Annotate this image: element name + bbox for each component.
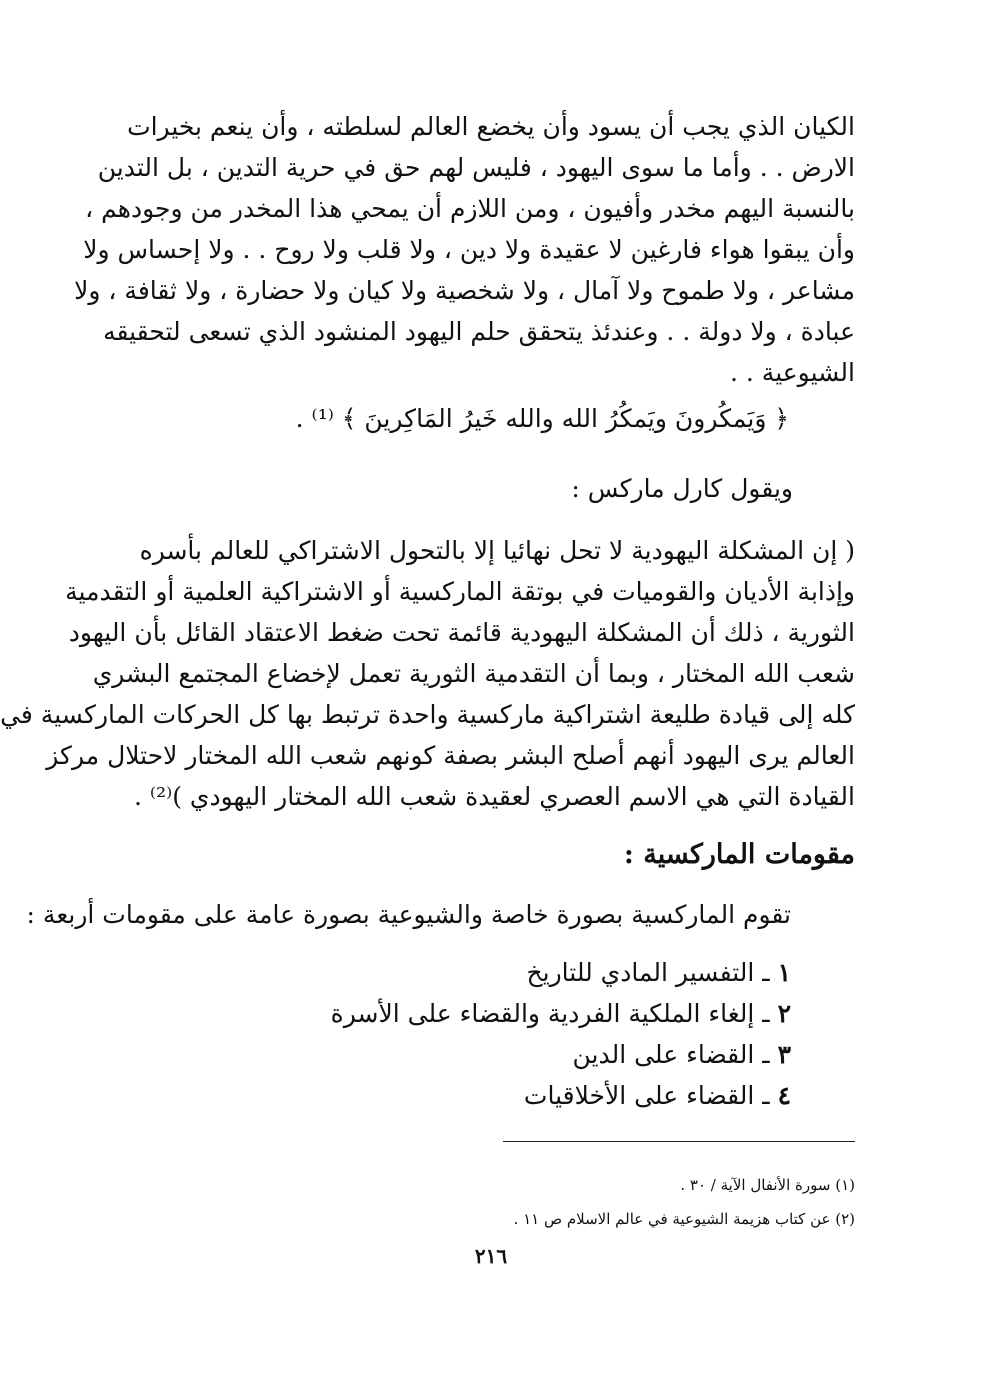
- text-line: كله إلى قيادة طليعة اشتراكية ماركسية واحدة ترتبط بها كل الحركات الماركسية في: [0, 700, 855, 729]
- footnote: (٢) عن كتاب هزيمة الشيوعية في عالم الاسلام ص ١١ .: [513, 1210, 855, 1228]
- marx-quote-intro: ويقول كارل ماركس :: [571, 474, 793, 503]
- quran-verse: ﴿ وَيَمكُرونَ ويَمكُرُ الله والله خَيرُ المَاكِرينَ ﴾ ⁽¹⁾ .: [295, 404, 789, 433]
- text-line: الثورية ، ذلك أن المشكلة اليهودية قائمة تحت ضغط الاعتقاد القائل بأن اليهود: [68, 618, 855, 647]
- text-line: الارض . . وأما ما سوى اليهود ، فليس لهم حق في حرية التدين ، بل التدين: [97, 153, 855, 182]
- text-line: القيادة التي هي الاسم العصري لعقيدة شعب الله المختار اليهودي )⁽²⁾ .: [134, 782, 855, 811]
- text-line: ( إن المشكلة اليهودية لا تحل نهائيا إلا بالتحول الاشتراكي للعالم بأسره: [139, 536, 855, 565]
- text-line: وإذابة الأديان والقوميات في بوتقة الماركسية أو الاشتراكية العلمية أو التقدمية: [65, 577, 855, 606]
- text-line: بالنسبة اليهم مخدر وأفيون ، ومن اللازم أن يمحي هذا المخدر من وجودهم ،: [85, 194, 855, 223]
- text-line: الشيوعية . .: [730, 358, 855, 387]
- item-number: ١: [777, 958, 791, 987]
- section-heading: مقومات الماركسية :: [623, 839, 855, 870]
- list-item: [331, 952, 791, 993]
- pillars-intro: تقوم الماركسية بصورة خاصة والشيوعية بصورة عامة على مقومات أربعة :: [26, 900, 791, 929]
- pillars-list: [331, 952, 791, 1116]
- page-number: ٢١٦: [474, 1244, 508, 1268]
- list-item: [331, 1075, 791, 1116]
- footnotes: [514, 1168, 855, 1236]
- item-text: ـ القضاء على الأخلاقيات: [523, 1081, 770, 1110]
- text-line: العالم يرى اليهود أنهم أصلح البشر بصفة كونهم شعب الله المختار لاحتلال مركز: [46, 741, 855, 770]
- list-item: [331, 993, 791, 1034]
- item-text: ـ التفسير المادي للتاريخ: [526, 958, 770, 987]
- text-line: مشاعر ، ولا طموح ولا آمال ، ولا شخصية ولا كيان ولا حضارة ، ولا ثقافة ، ولا: [74, 276, 855, 305]
- text-line: شعب الله المختار ، وبما أن التقدمية الثورية تعمل لإخضاع المجتمع البشري: [92, 659, 855, 688]
- footnote: (١) سورة الأنفال الآية / ٣٠ .: [680, 1176, 855, 1194]
- paragraph-jewish-doctrine: [74, 106, 855, 393]
- item-number: ٣: [777, 1040, 791, 1069]
- list-item: [331, 1034, 791, 1075]
- footnote-divider: [503, 1141, 855, 1142]
- text-line: الكيان الذي يجب أن يسود وأن يخضع العالم لسلطته ، وأن ينعم بخيرات: [127, 112, 855, 141]
- item-text: ـ إلغاء الملكية الفردية والقضاء على الأسرة: [330, 999, 770, 1028]
- item-number: ٢: [777, 999, 791, 1028]
- marx-quote-paragraph: [0, 530, 855, 817]
- item-text: ـ القضاء على الدين: [572, 1040, 770, 1069]
- item-number: ٤: [777, 1081, 791, 1110]
- text-line: وأن يبقوا هواء فارغين لا عقيدة ولا دين ، ولا قلب ولا روح . . ولا إحساس ولا: [83, 235, 855, 264]
- text-line: عبادة ، ولا دولة . . وعندئذ يتحقق حلم اليهود المنشود الذي تسعى لتحقيقه: [103, 317, 855, 346]
